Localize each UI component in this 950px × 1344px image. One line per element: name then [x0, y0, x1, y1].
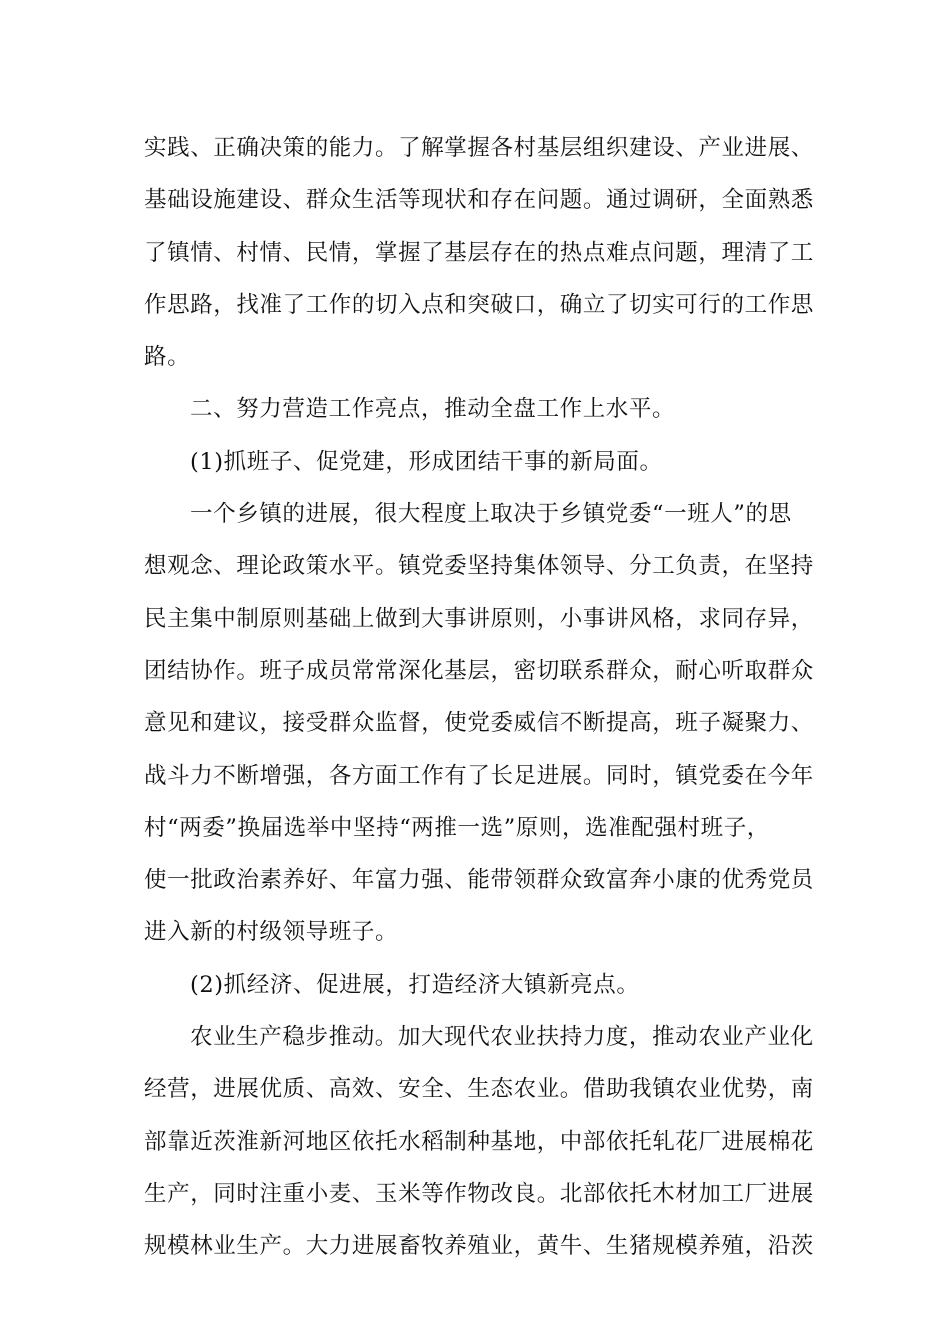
subsection-heading: (2)抓经济、促进展，打造经济大镇新亮点。 [190, 971, 640, 998]
text-line: 实践、正确决策的能力。了解掌握各村基层组织建设、产业进展、 [144, 135, 814, 161]
text-line: 战斗力不断增强，各方面工作有了长足进展。同时，镇党委在今年 [144, 762, 814, 789]
text-line: 规模林业生产。大力进展畜牧养殖业，黄牛、生猪规模养殖，沿茨 [144, 1233, 814, 1260]
text-line: 使一批政治素养好、年富力强、能带领群众致富奔小康的优秀党员 [144, 867, 814, 894]
text-line: 意见和建议，接受群众监督，使党委威信不断提高，班子凝聚力、 [144, 710, 814, 737]
text-line: 民主集中制原则基础上做到大事讲原则，小事讲风格，求同存异， [144, 605, 814, 632]
text-line: 作思路，找准了工作的切入点和突破口，确立了切实可行的工作思 [144, 291, 814, 318]
section-heading: 二、努力营造工作亮点，推动全盘工作上水平。 [190, 396, 676, 423]
text-line: 部靠近茨淮新河地区依托水稻制种基地，中部依托轧花厂进展棉花 [144, 1128, 814, 1155]
text-line: 进入新的村级领导班子。 [144, 919, 399, 946]
text-line: 基础设施建设、群众生活等现状和存在问题。通过调研，全面熟悉 [144, 187, 814, 214]
subsection-heading: (1)抓班子、促党建，形成团结干事的新局面。 [190, 448, 663, 475]
text-line: 团结协作。班子成员常常深化基层，密切联系群众，耐心听取群众 [144, 657, 814, 684]
paragraph-start: 农业生产稳步推动。加大现代农业扶持力度，推动农业产业化 [190, 1024, 814, 1051]
body-text [144, 118, 814, 1269]
text-line: 路。 [144, 344, 191, 371]
text-line: 了镇情、村情、民情，掌握了基层存在的热点难点问题，理清了工 [144, 239, 814, 266]
text-line: 生产，同时注重小麦、玉米等作物改良。北部依托木材加工厂进展 [144, 1180, 814, 1207]
text-line: 想观念、理论政策水平。镇党委坚持集体领导、分工负责，在坚持 [144, 553, 814, 580]
paragraph-start: 一个乡镇的进展，很大程度上取决于乡镇党委“一班人”的思 [190, 501, 792, 528]
text-line: 经营，进展优质、高效、安全、生态农业。借助我镇农业优势，南 [144, 1076, 814, 1103]
text-line: 村“两委”换届选举中坚持“两推一选”原则，选准配强村班子， [144, 814, 770, 841]
